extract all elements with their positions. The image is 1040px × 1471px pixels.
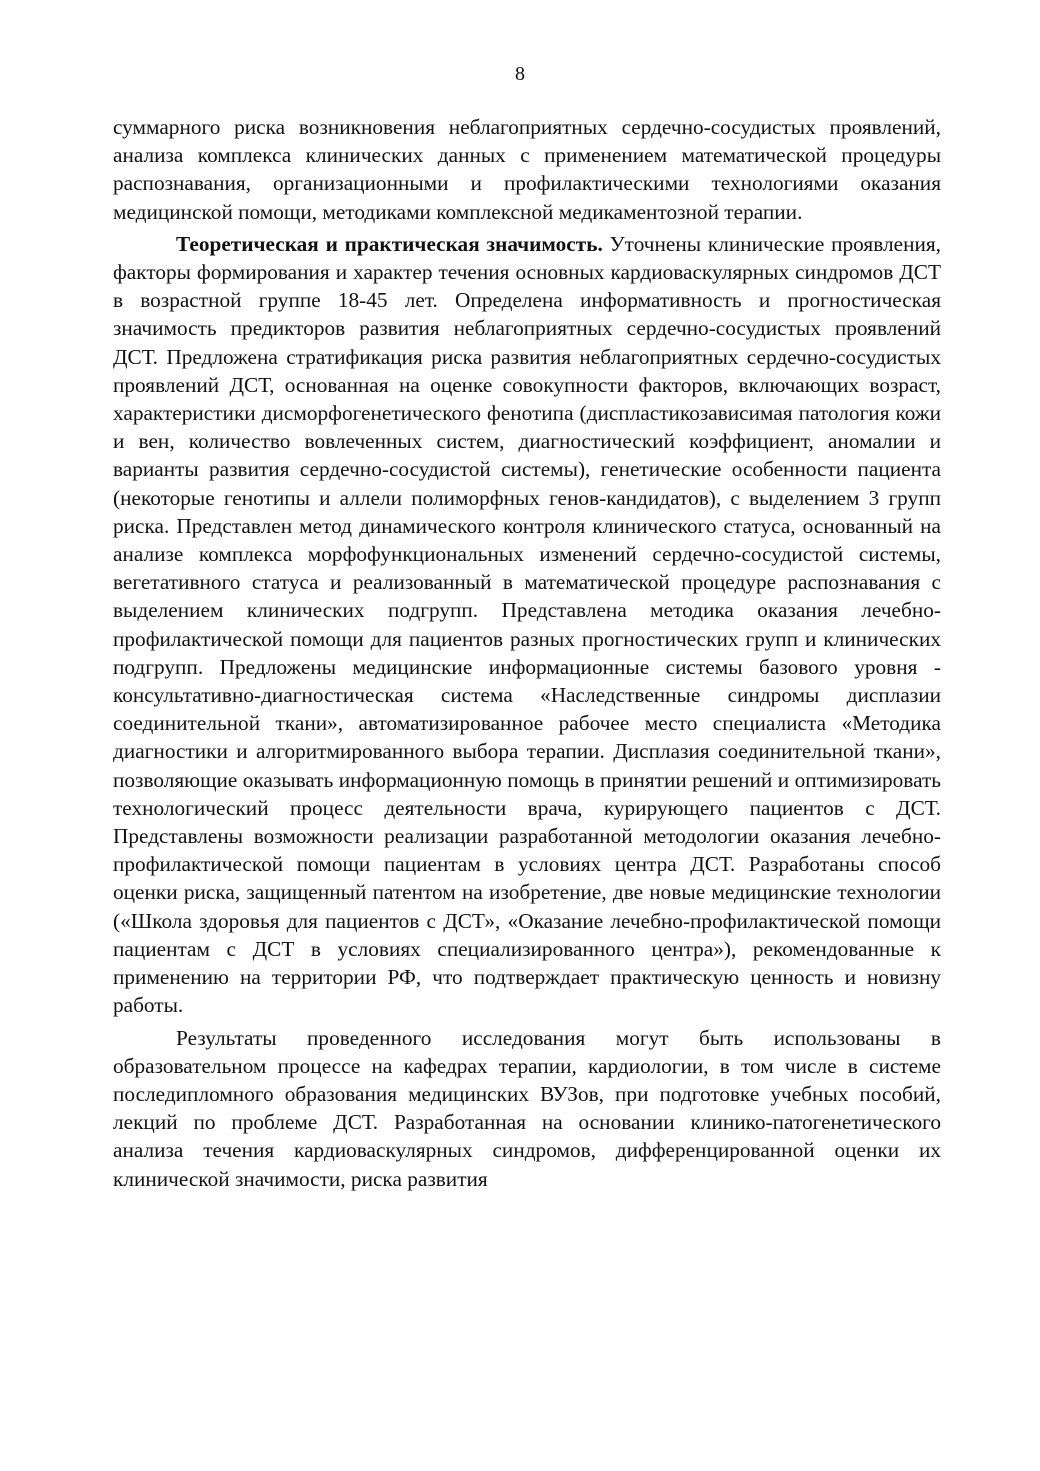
paragraph-text: Уточнены клинические проявления, факторы формирования и характер течения основных кардиоваскулярных синдромов ДСТ в возрастной группе 18-45 лет. Определена информативность и прогностическая значимость предикторов развития неблагоприятных сердечно-сосудистых проявлений ДСТ. Предложена стратификация риска развития неблагоприятных сердечно-сосудистых проявлений ДСТ, основанная на оценке совокупности факторов, включающих возраст, характеристики дисморфогенетического фенотипа (диспластикозависимая патология кожи и вен, количество вовлеченных систем, диагностический коэффициент, аномалии и варианты развития сердечно-сосудистой системы), генетические особенности пациента (некоторые генотипы и аллели полиморфных генов-кандидатов), с выделением 3 групп риска. Представлен метод динамического контроля клинического статуса, основанный на анализе комплекса морфофункциональных изменений сердечно-сосудистой системы, вегетативного статуса и реализованный в математической процедуре распознавания с выделением клинических подгрупп. Представлена методика оказания лечебно-профилактической помощи для пациентов разных прогностических групп и клинических подгрупп. Предложены медицинские информационные системы базового уровня - консультативно-диагностическая система «Наследственные синдромы дисплазии соединительной ткани», автоматизированное рабочее место специалиста «Методика диагностики и алгоритмированного выбора терапии. Дисплазия соединительной ткани», позволяющие оказывать информационную помощь в принятии решений и оптимизировать технологический процесс деятельности врача, курирующего пациентов с ДСТ. Представлены возможности реализации разработанной методологии оказания лечебно-профилактической помощи пациентам в условиях центра ДСТ. Разработаны способ оценки риска, защищенный патентом на изобретение, две новые медицинские технологии («Школа здоровья для пациентов с ДСТ», «Оказание лечебно-профилактической помощи пациентам с ДСТ в условиях специализированного центра»), рекомендованные к применению на территории РФ, что подтверждает практическую ценность и новизну работы. bbox=[113, 231, 941, 1018]
section-heading: Теоретическая и практическая значимость. bbox=[176, 231, 603, 256]
paragraph-text: Результаты проведенного исследования могут быть использованы в образовательном процессе на кафедрах терапии, кардиологии, в том числе в системе последипломного образования медицинских ВУЗов, при подготовке учебных пособий, лекций по проблеме ДСТ. Разработанная на основании клинико-патогенетического анализа течения кардиоваскулярных синдромов, дифференцированной оценки их клинической значимости, риска развития bbox=[113, 1025, 941, 1191]
paragraph-continuation bbox=[113, 113, 941, 226]
document-body bbox=[113, 113, 941, 1197]
paragraph-significance bbox=[113, 230, 941, 1020]
page-number: 8 bbox=[515, 63, 525, 85]
paragraph-text: суммарного риска возникновения неблагоприятных сердечно-сосудистых проявлений, анализа комплекса клинических данных с применением математической процедуры распознавания, организационными и профилактическими технологиями оказания медицинской помощи, методиками комплексной медикаментозной терапии. bbox=[113, 115, 941, 224]
paragraph-results bbox=[113, 1024, 941, 1193]
